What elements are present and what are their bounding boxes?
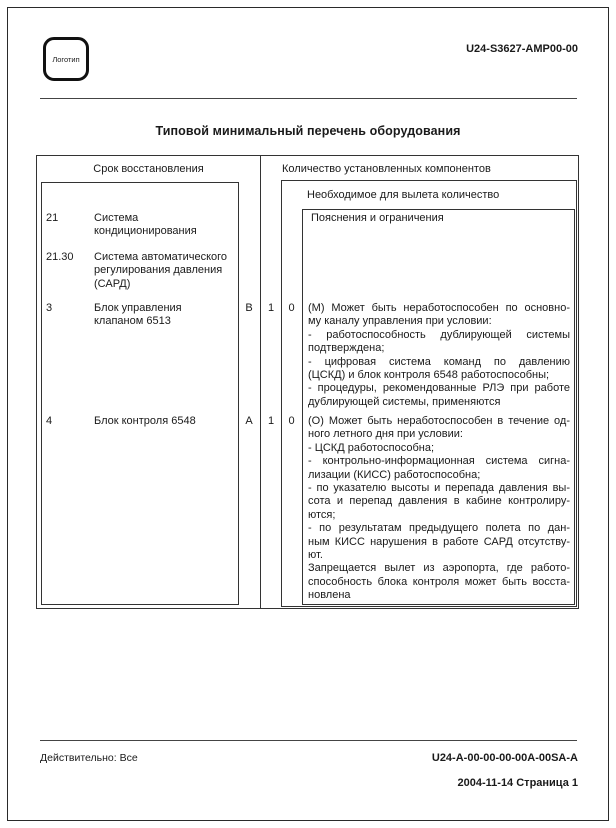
number-required-value: 0 — [288, 302, 295, 314]
remarks-line: лизации (КИСС) работоспособна; — [308, 468, 481, 481]
rectification-interval-value: В — [245, 302, 253, 314]
doc-number: U24-S3627-AMP00-00 — [466, 43, 578, 55]
item-name — [94, 212, 238, 239]
mel-table — [36, 155, 579, 609]
remarks-line: дублирующей системы, применяются — [308, 395, 501, 408]
items-box — [41, 182, 239, 605]
footer-doc-ref: U24-A-00-00-00-00A-00SA-A — [431, 752, 578, 764]
rectification-interval-value: А — [245, 415, 253, 427]
header-required-for-dispatch: Необходимое для вылета количество — [307, 189, 500, 201]
item-name-line: Система автоматического — [94, 251, 228, 263]
remarks-line: - контрольно-информационная система сигна- — [308, 455, 570, 468]
remarks-line: Запрещается вылет из аэропорта, где работо- — [308, 562, 570, 575]
remarks-line: ют. — [308, 549, 323, 562]
remarks-line: способность блока контроля может быть восста- — [308, 575, 570, 588]
page-title: Типовой минимальный перечень оборудования — [155, 124, 461, 138]
remarks-line: (О) Может быть неработоспособен в течение од- — [308, 415, 570, 427]
item-name — [94, 302, 238, 329]
item-number: 21 — [46, 212, 59, 224]
remarks-line: - цифровая система команд по давлению — [308, 355, 570, 368]
remarks-line: сота и перепад давления в кабине контролиру- — [308, 495, 570, 508]
item-name-line: регулирования давления — [94, 264, 223, 277]
remarks-line: новлена — [308, 589, 351, 602]
footer-applicability: Действительно: Все — [40, 752, 138, 764]
item-name — [94, 251, 238, 291]
item-number: 21.30 — [46, 251, 74, 263]
item-name-line: Блок управления — [94, 302, 182, 314]
item-name-line: Блок контроля 6548 — [94, 415, 196, 427]
item-number: 4 — [46, 415, 53, 427]
number-installed-value: 1 — [267, 302, 275, 314]
table-main-divider — [260, 156, 261, 608]
header-rectification-interval: Срок восстановления — [93, 163, 204, 175]
logo-label: Логотип — [52, 54, 80, 64]
remarks-line: (ЦСКД) и блок контроля 6548 работоспособны; — [308, 369, 550, 382]
footer-divider-line — [40, 740, 577, 741]
remarks-text — [308, 302, 570, 409]
logo — [43, 37, 89, 81]
header-number-installed: Количество установленных компонентов — [282, 163, 491, 175]
number-required-value: 0 — [288, 415, 295, 427]
header-remarks: Пояснения и ограничения — [311, 212, 444, 224]
number-installed-value: 1 — [267, 415, 275, 427]
remarks-line: (М) Может быть неработоспособен по основно- — [308, 302, 570, 314]
remarks-line: ного летного дня при условии: — [308, 428, 463, 441]
remarks-line: - по указателю высоты и перепада давления вы- — [308, 482, 570, 495]
header-divider-line — [40, 98, 577, 99]
item-name-line: Система — [94, 212, 139, 224]
remarks-line: му каналу управления при условии: — [308, 315, 492, 328]
remarks-line: - ЦСКД работоспособна; — [308, 441, 435, 454]
footer-date-page: 2004-11-14 Страница 1 — [457, 777, 578, 789]
remarks-line: - по результатам предыдущего полета по дан- — [308, 522, 570, 535]
item-number: 3 — [46, 302, 53, 314]
item-name-line: (САРД) — [94, 277, 131, 290]
remarks-line: - процедуры, рекомендованные РЛЭ при работе — [308, 382, 570, 395]
remarks-line: подтверждена; — [308, 342, 385, 355]
remarks-line: ным КИСС нарушения в работе САРД отсутству- — [308, 535, 570, 548]
item-name — [94, 415, 238, 428]
remarks-text — [308, 415, 570, 603]
remarks-line: ются; — [308, 508, 336, 521]
remarks-line: - работоспособность дублирующей системы — [308, 328, 570, 341]
item-name-line: клапаном 6513 — [94, 315, 171, 328]
item-name-line: кондиционирования — [94, 225, 197, 238]
